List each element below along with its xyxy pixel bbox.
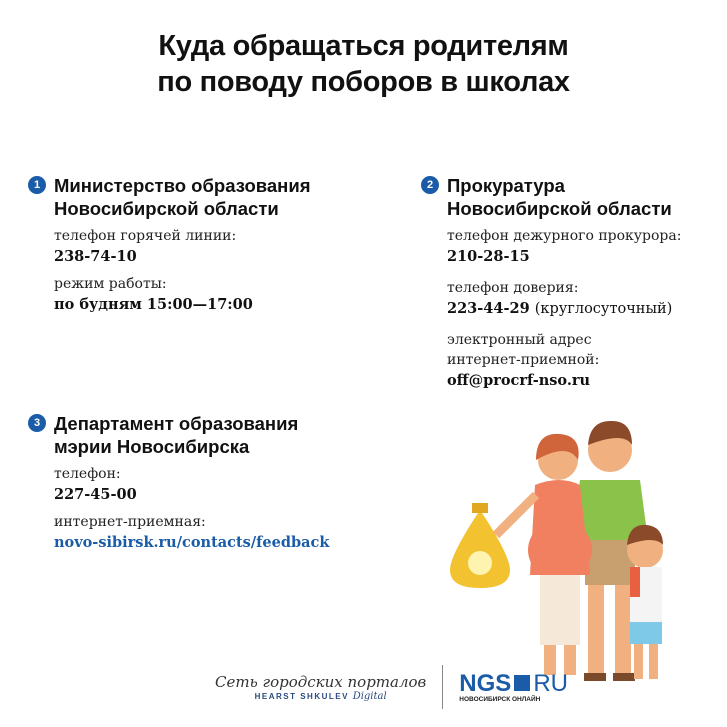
feedback-link[interactable]: novo-sibirsk.ru/contacts/feedback (54, 534, 330, 551)
phone-value: 238-74-10 (54, 248, 137, 265)
phone-value: 227-45-00 (54, 486, 137, 503)
email-link[interactable]: off@procrf-nso.ru (447, 372, 591, 389)
label: телефон дежурного прокурора: (447, 228, 682, 244)
boy (627, 525, 663, 679)
section-department (28, 412, 329, 554)
label: телефон горячей линии: (54, 228, 237, 244)
page-title (0, 28, 727, 100)
number-badge: 3 (28, 414, 46, 432)
title-line-1: Куда обращаться родителям (158, 30, 569, 62)
section-title: Министерство образования Новосибирской области (54, 175, 311, 219)
section-title: Департамент образования мэрии Новосибирска (54, 413, 299, 457)
label: электронный адрес интернет-приемной: (447, 332, 600, 368)
family-illustration (440, 415, 680, 695)
footer (215, 665, 568, 709)
section-title: Прокуратура Новосибирской области (447, 175, 672, 219)
title-line-2: по поводу поборов в школах (157, 66, 570, 98)
portals-logo: Сеть городских порталов HEARST SHKULEV Digital (215, 672, 427, 702)
hours-value: по будням 15:00—17:00 (54, 296, 253, 313)
label: телефон доверия: (447, 280, 579, 296)
number-badge: 2 (421, 176, 439, 194)
section-ministry (28, 174, 311, 316)
ngs-logo: NGS RU НОВОСИБИРСК ОНЛАЙН (459, 669, 568, 703)
number-badge: 1 (28, 176, 46, 194)
label: режим работы: (54, 276, 167, 292)
label: телефон: (54, 466, 121, 482)
phone-value: 210-28-15 (447, 248, 530, 265)
money-bag-icon (450, 503, 510, 588)
divider (442, 665, 443, 709)
trust-phone: 223-44-29 (круглосуточный) (447, 300, 673, 317)
woman (496, 434, 592, 675)
label: интернет-приемная: (54, 514, 206, 530)
section-prosecutor (421, 174, 681, 392)
